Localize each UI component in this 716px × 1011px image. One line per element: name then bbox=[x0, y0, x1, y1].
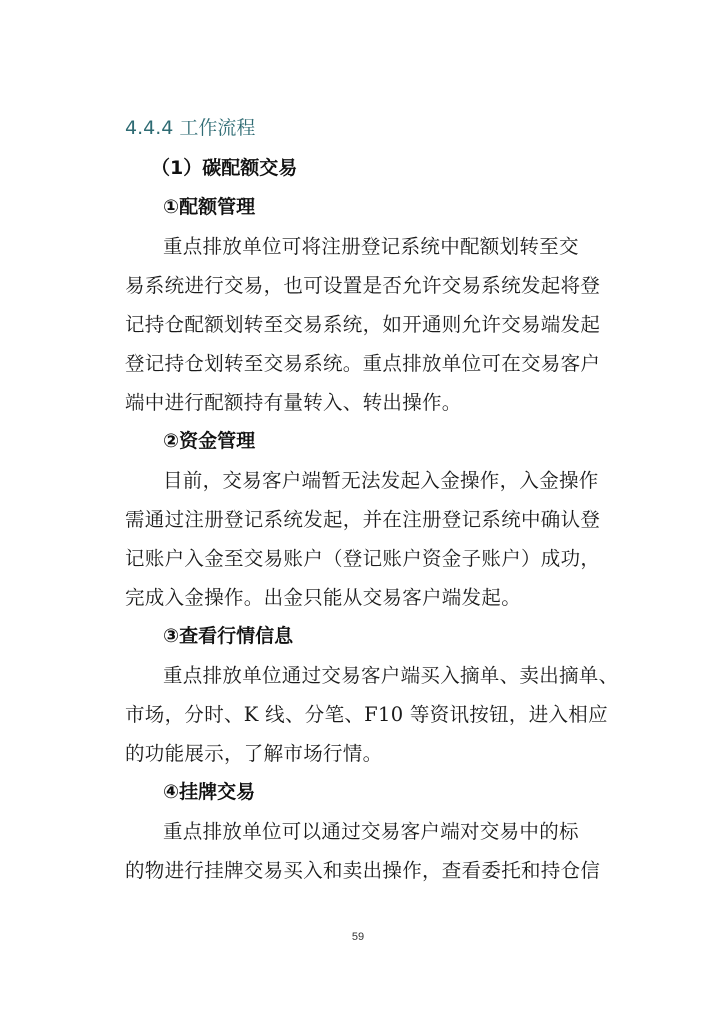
paragraph-line: 登记持仓划转至交易系统。重点排放单位可在交易客户 bbox=[125, 352, 601, 375]
section-heading: 4.4.4 工作流程 bbox=[125, 117, 256, 139]
item-heading-fund-management: ②资金管理 bbox=[163, 430, 256, 452]
paragraph-line: 目前，交易客户端暂无法发起入金操作，入金操作 bbox=[163, 469, 599, 492]
subsection-heading: （1）碳配额交易 bbox=[151, 157, 298, 179]
paragraph-line: 记账户入金至交易账户（登记账户资金子账户）成功， bbox=[125, 547, 601, 570]
paragraph-line: 完成入金操作。出金只能从交易客户端发起。 bbox=[125, 586, 522, 609]
paragraph-line: 重点排放单位通过交易客户端买入摘单、卖出摘单、 bbox=[163, 664, 619, 687]
paragraph-line: 需通过注册登记系统发起，并在注册登记系统中确认登 bbox=[125, 508, 601, 531]
page-number: 59 bbox=[351, 931, 365, 943]
item-heading-market-info: ③查看行情信息 bbox=[163, 625, 294, 647]
paragraph-line: 的物进行挂牌交易买入和卖出操作，查看委托和持仓信 bbox=[125, 859, 601, 882]
paragraph-line: 易系统进行交易，也可设置是否允许交易系统发起将登 bbox=[125, 274, 601, 297]
item-heading-quota-management: ①配额管理 bbox=[163, 196, 256, 218]
paragraph-line: 的功能展示，了解市场行情。 bbox=[125, 742, 383, 765]
paragraph-line: 重点排放单位可以通过交易客户端对交易中的标 bbox=[163, 820, 579, 843]
item-heading-listed-trading: ④挂牌交易 bbox=[163, 781, 256, 803]
paragraph-line: 记持仓配额划转至交易系统，如开通则允许交易端发起 bbox=[125, 313, 601, 336]
paragraph-line: 端中进行配额持有量转入、转出操作。 bbox=[125, 391, 462, 414]
paragraph-line: 市场，分时、K 线、分笔、F10 等资讯按钮，进入相应 bbox=[125, 703, 608, 726]
paragraph-line: 重点排放单位可将注册登记系统中配额划转至交 bbox=[163, 235, 579, 258]
